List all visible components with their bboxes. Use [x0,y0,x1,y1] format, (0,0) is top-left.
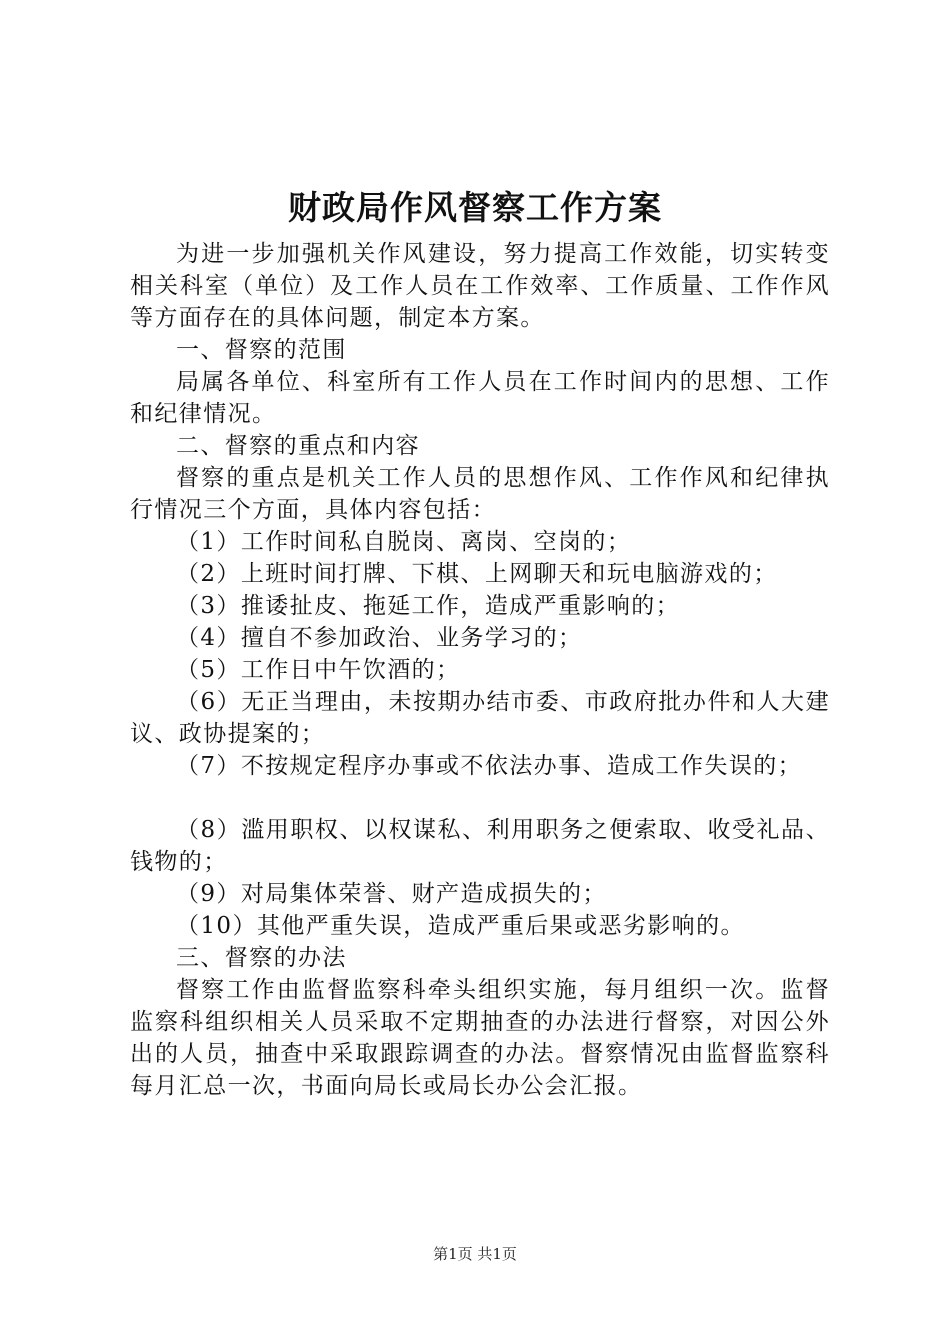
list-item: （7）不按规定程序办事或不依法办事、造成工作失误的； [176,753,803,779]
list-item: （8）滥用职权、以权谋私、利用职务之便索取、收受礼品、钱物的； [130,817,830,875]
section-heading-scope: 一、督察的范围 [176,337,347,363]
section-heading-focus: 二、督察的重点和内容 [176,433,420,459]
list-item: （2）上班时间打牌、下棋、上网聊天和玩电脑游戏的； [176,561,778,587]
list-item: （1）工作时间私自脱岗、离岗、空岗的； [176,529,632,555]
blank-line [130,782,830,814]
method-paragraph: 督察工作由监督监察科牵头组织实施，每月组织一次。监督监察科组织相关人员采取不定期抽查的办法进行督察，对因公外出的人员，抽查中采取跟踪调查的办法。督察情况由监督监察科每月汇总一次，书面向局长或局长办公会汇报。 [130,977,830,1099]
intro-paragraph: 为进一步加强机关作风建设，努力提高工作效能，切实转变相关科室（单位）及工作人员在工作效率、工作质量、工作作风等方面存在的具体问题，制定本方案。 [130,241,830,331]
scope-paragraph: 局属各单位、科室所有工作人员在工作时间内的思想、工作和纪律情况。 [130,369,830,427]
list-item: （4）擅自不参加政治、业务学习的； [176,625,583,651]
document-body [130,238,830,1102]
document-title: 财政局作风督察工作方案 [288,188,662,227]
list-item: （9）对局集体荣誉、财产造成损失的； [176,881,607,907]
list-item: （6）无正当理由，未按期办结市委、市政府批办件和人大建议、政协提案的； [130,689,830,747]
list-item: （10）其他严重失误，造成严重后果或恶劣影响的。 [176,913,745,939]
list-item: （5）工作日中午饮酒的； [176,657,461,683]
section-heading-method: 三、督察的办法 [176,945,347,971]
list-item: （3）推诿扯皮、拖延工作，造成严重影响的； [176,593,681,619]
focus-paragraph: 督察的重点是机关工作人员的思想作风、工作作风和纪律执行情况三个方面，具体内容包括： [130,465,830,523]
page-footer: 第1页 共1页 [433,1245,517,1263]
